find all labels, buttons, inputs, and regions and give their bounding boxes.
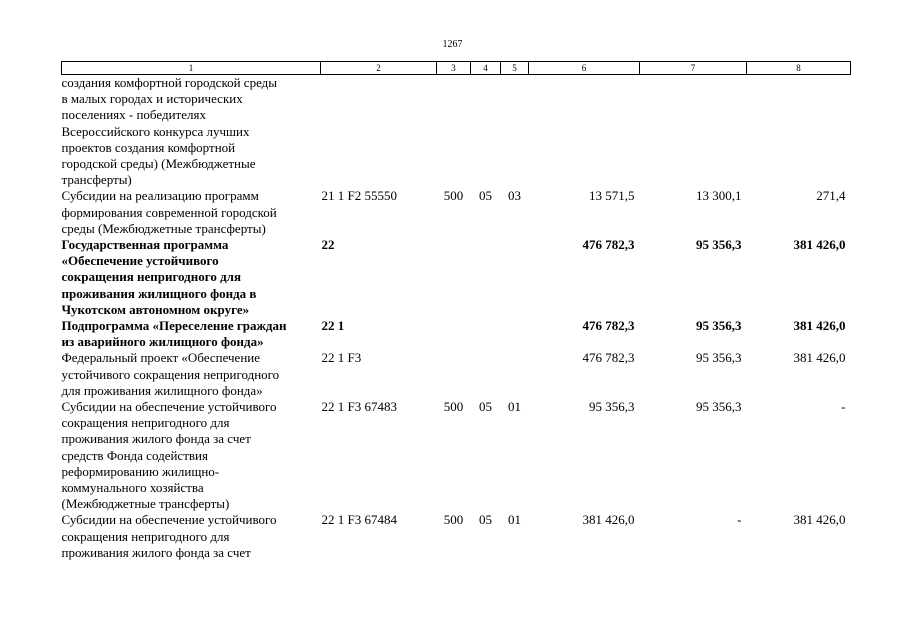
row-code: 22 1 F3 67483 [321, 399, 397, 415]
row-name-line: Федеральный проект «Обеспечение [61, 350, 261, 366]
row-col-4: 05 [479, 188, 492, 204]
column-number-8: 8 [747, 62, 851, 75]
row-name [62, 188, 321, 237]
row-name-line: формирования современной городской [61, 204, 277, 220]
column-number-1: 1 [62, 62, 321, 75]
row-name-line: Субсидии на обеспечение устойчивого [61, 512, 277, 528]
row-col-7: 95 356,3 [696, 318, 742, 334]
column-number-6: 6 [529, 62, 640, 75]
row-col-4 [471, 237, 501, 318]
row-col-8: - [841, 399, 846, 415]
row-name-line: среды (Межбюджетные трансферты) [61, 220, 266, 236]
row-col-7: 95 356,3 [696, 237, 742, 253]
row-name-line: из аварийного жилищного фонда» [61, 334, 264, 350]
row-name-line: проживания жилого фонда за счет [61, 431, 251, 447]
column-number-7: 7 [640, 62, 747, 75]
row-col-6: 476 782,3 [582, 318, 635, 334]
column-number-3: 3 [437, 62, 471, 75]
table-row [62, 188, 851, 237]
row-name-line: трансферты) [61, 172, 132, 188]
table-row [62, 512, 851, 561]
row-name-line: сокращения непригодного для [61, 269, 241, 285]
row-col-3 [437, 75, 471, 189]
row-col-6: 476 782,3 [582, 350, 635, 366]
row-name-line: коммунального хозяйства [61, 480, 204, 496]
row-col-5: 03 [508, 188, 521, 204]
row-name-line: проживания жилого фонда за счет [61, 544, 251, 560]
row-col-6: 476 782,3 [582, 237, 635, 253]
row-name-line: реформированию жилищно- [61, 463, 220, 479]
row-col-8: 381 426,0 [793, 350, 846, 366]
row-code: 22 1 F3 67484 [321, 512, 397, 528]
row-name-line: (Межбюджетные трансферты) [61, 496, 230, 512]
row-name [62, 512, 321, 561]
table-row [62, 399, 851, 512]
row-col-5 [501, 237, 529, 318]
row-name-line: устойчивого сокращения непригодного [61, 366, 280, 382]
page-number: 1267 [442, 39, 463, 50]
row-col-7: - [737, 512, 742, 528]
row-name-line: сокращения непригодного для [61, 415, 230, 431]
row-col-8: 271,4 [816, 188, 846, 204]
table-row [62, 237, 851, 318]
row-col-4 [471, 318, 501, 350]
row-name [62, 350, 321, 399]
row-col-6: 381 426,0 [582, 512, 635, 528]
row-col-8: 381 426,0 [793, 318, 846, 334]
row-col-6 [529, 75, 640, 189]
row-col-4 [471, 350, 501, 399]
row-col-5 [501, 75, 529, 189]
row-col-4: 05 [479, 399, 492, 415]
row-col-6: 95 356,3 [589, 399, 635, 415]
row-col-7: 95 356,3 [696, 350, 742, 366]
row-name [62, 399, 321, 512]
row-name-line: Всероссийского конкурса лучших [61, 123, 250, 139]
row-name-line: «Обеспечение устойчивого [61, 253, 219, 269]
table-row [62, 350, 851, 399]
column-number-5: 5 [501, 62, 529, 75]
row-name-line: Субсидии на обеспечение устойчивого [61, 399, 277, 415]
row-col-3: 500 [443, 188, 464, 204]
row-name-line: в малых городах и исторических [61, 91, 243, 107]
row-name-line: для проживания жилищного фонда» [61, 382, 263, 398]
row-name-line: проживания жилищного фонда в [61, 285, 257, 301]
row-name-line: Подпрограмма «Переселение граждан [61, 318, 287, 334]
column-number-2: 2 [321, 62, 437, 75]
row-col-3: 500 [443, 399, 464, 415]
row-col-5 [501, 318, 529, 350]
row-name-line: создания комфортной городской среды [61, 75, 278, 90]
row-name [62, 237, 321, 318]
column-number-4: 4 [471, 62, 501, 75]
row-col-5: 01 [508, 512, 521, 528]
row-col-7: 13 300,1 [696, 188, 742, 204]
row-col-6: 13 571,5 [589, 188, 635, 204]
row-name [62, 75, 321, 189]
row-name-line: сокращения непригодного для [61, 528, 230, 544]
row-col-3 [437, 237, 471, 318]
row-name-line: проектов создания комфортной [61, 139, 236, 155]
row-col-8 [747, 75, 851, 189]
row-code: 22 1 F3 [321, 350, 362, 366]
row-col-7 [640, 75, 747, 189]
column-number-header [62, 62, 851, 75]
row-col-5: 01 [508, 399, 521, 415]
row-name [62, 318, 321, 350]
row-name-line: Чукотском автономном округе» [61, 301, 250, 317]
row-col-3 [437, 318, 471, 350]
table-row [62, 318, 851, 350]
row-name-line: поселениях - победителях [61, 107, 206, 123]
row-code: 22 1 [321, 318, 345, 334]
row-col-8: 381 426,0 [793, 237, 846, 253]
row-col-3: 500 [443, 512, 464, 528]
row-name-line: средств Фонда содействия [61, 447, 208, 463]
row-name-line: городской среды) (Межбюджетные [61, 156, 256, 172]
row-col-4 [471, 75, 501, 189]
row-code: 21 1 F2 55550 [321, 188, 397, 204]
row-name-line: Субсидии на реализацию программ [61, 188, 259, 204]
row-col-4: 05 [479, 512, 492, 528]
row-col-8: 381 426,0 [793, 512, 846, 528]
row-col-7: 95 356,3 [696, 399, 742, 415]
row-code: 22 [321, 237, 335, 253]
row-col-3 [437, 350, 471, 399]
table-row [62, 75, 851, 189]
budget-table [61, 61, 851, 561]
row-name-line: Государственная программа [61, 237, 229, 253]
row-code [321, 75, 437, 189]
row-col-5 [501, 350, 529, 399]
